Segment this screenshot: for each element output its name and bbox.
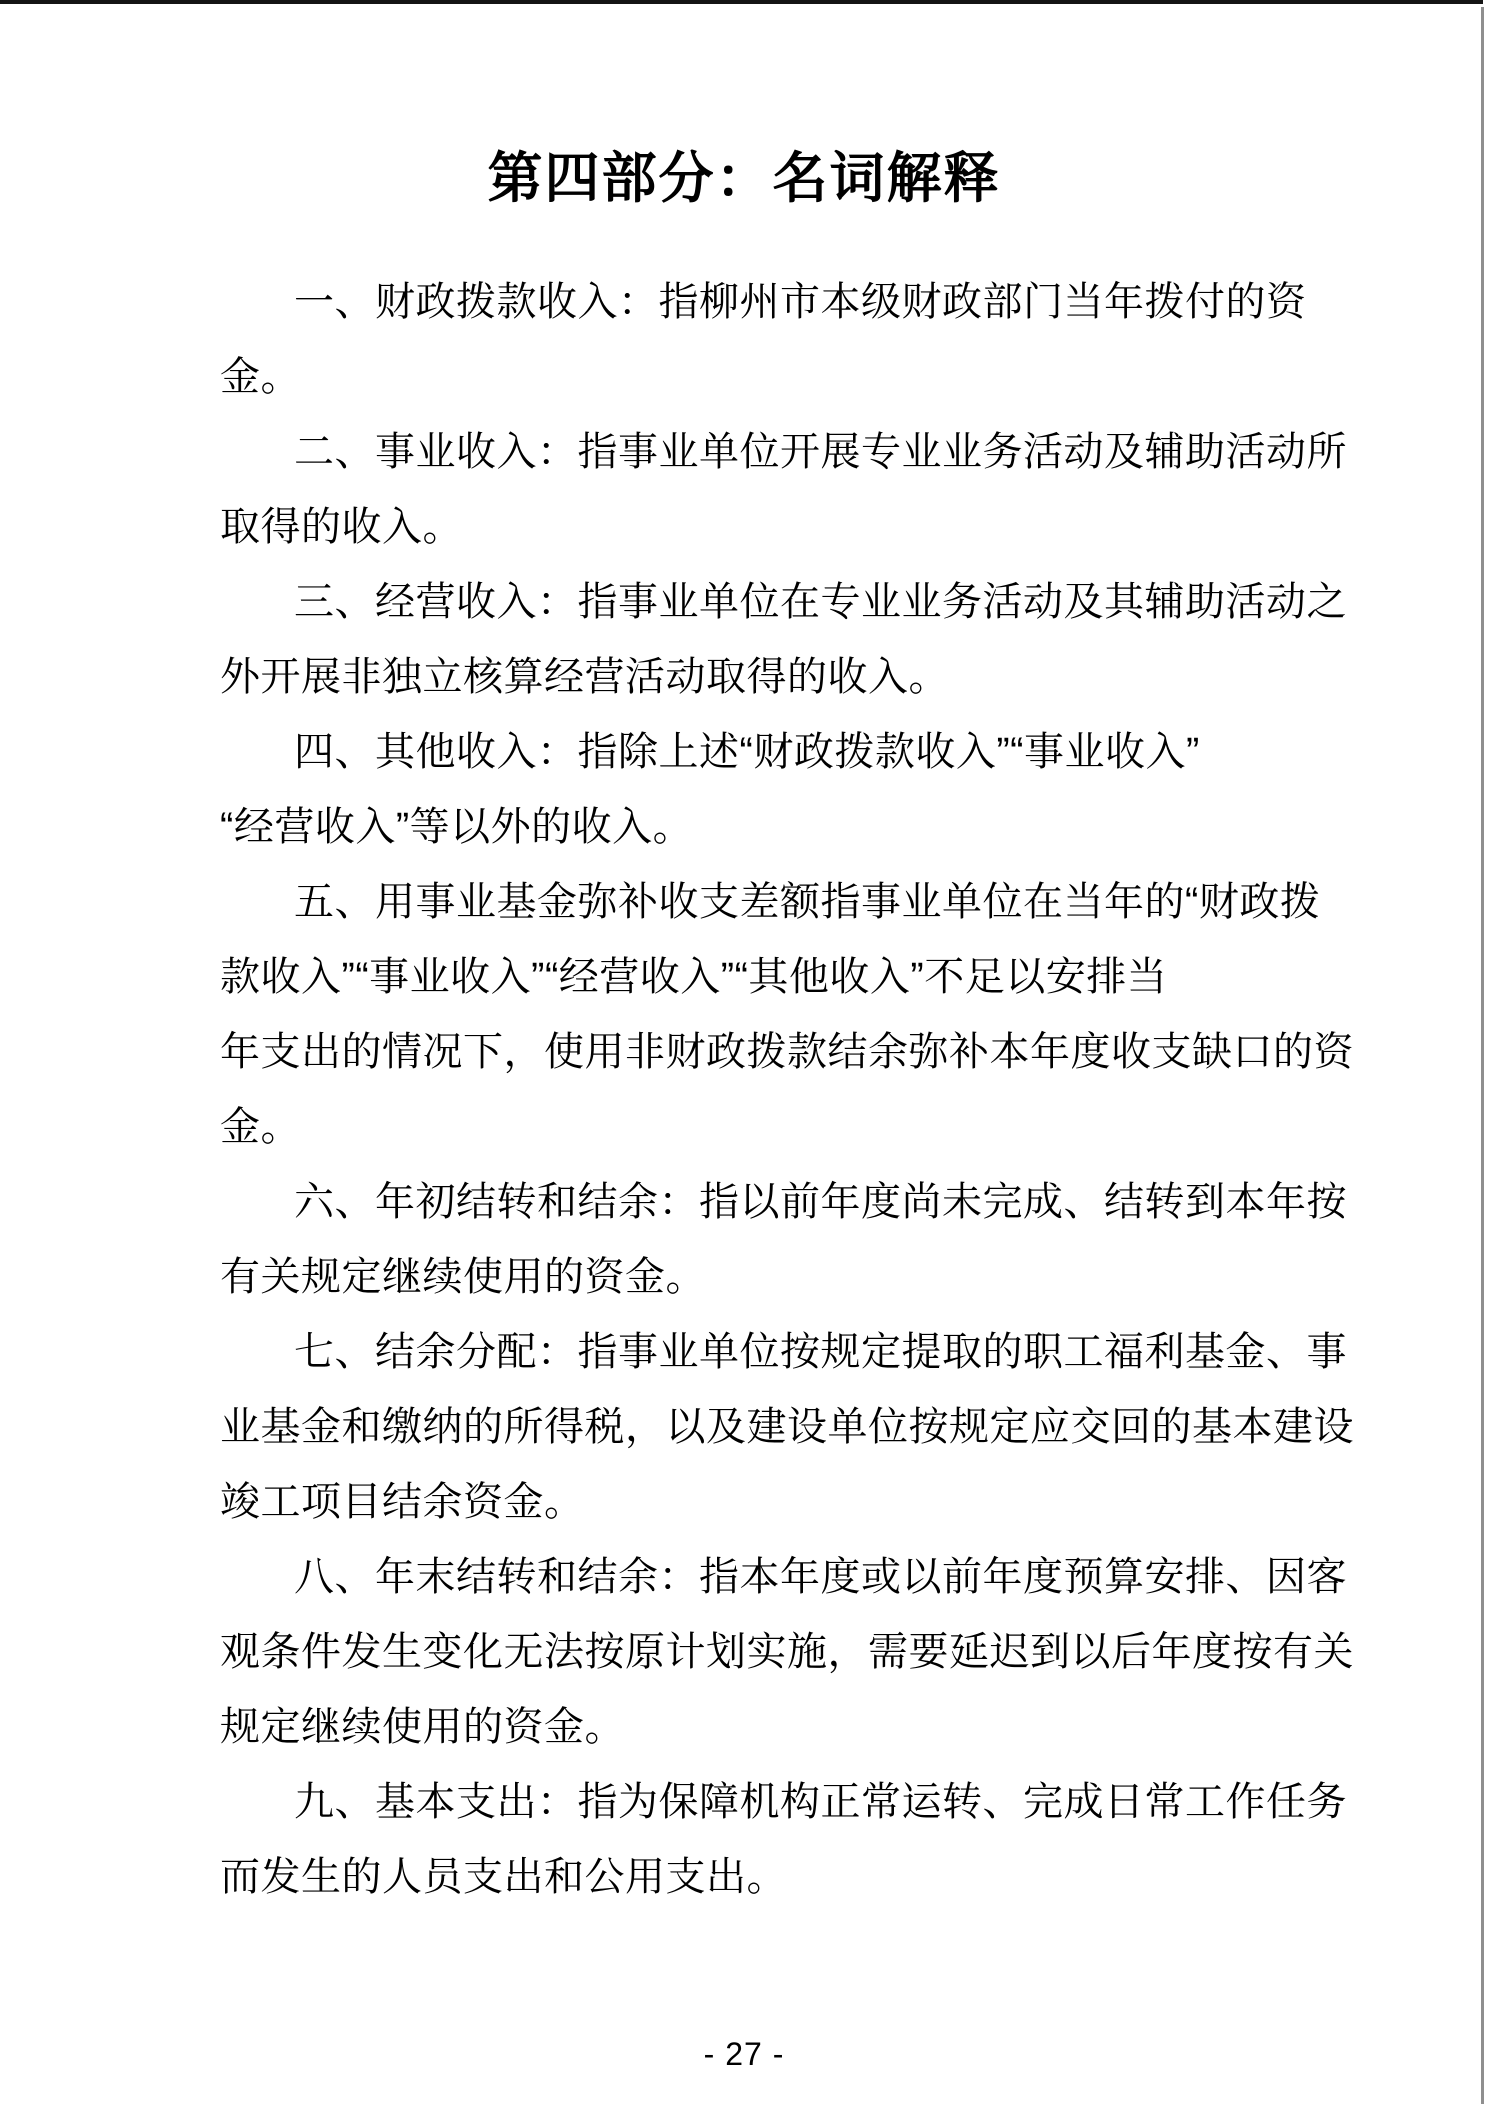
paragraph-definition-5 [220,865,1354,1165]
definition-line: “经营收入”等以外的收入。 [220,805,694,849]
paragraph-definition-1 [220,265,1315,415]
definition-line: 取得的收入。 [220,505,463,549]
definition-line: 外开展非独立核算经营活动取得的收入。 [220,655,949,699]
definition-line: 观条件发生变化无法按原计划实施，需要延迟到以后年度按有关 [220,1630,1354,1674]
definition-line: 六、年初结转和结余：指以前年度尚未完成、结转到本年按 [294,1180,1347,1224]
definition-line: 四、其他收入：指除上述“财政拨款收入”“事业收入” [294,730,1200,774]
paragraph-definition-4 [220,715,1315,865]
definition-line: 三、经营收入：指事业单位在专业业务活动及其辅助活动之 [294,580,1347,624]
page-edge-line [1481,7,1484,2104]
definition-line: 年支出的情况下，使用非财政拨款结余弥补本年度收支缺口的资 [220,1030,1354,1074]
definition-line: 金。 [220,355,301,399]
definition-line: 竣工项目结余资金。 [220,1480,585,1524]
paragraph-definition-3 [220,565,1347,715]
definition-line: 二、事业收入：指事业单位开展专业业务活动及辅助活动所 [294,430,1347,474]
definition-line: 业基金和缴纳的所得税，以及建设单位按规定应交回的基本建设 [220,1405,1354,1449]
paragraph-definition-6 [220,1165,1347,1315]
paragraph-definition-9 [220,1765,1347,1915]
paragraph-definition-8 [220,1540,1354,1765]
document-body [220,265,1354,1915]
definition-line: 金。 [220,1105,301,1149]
definition-line: 五、用事业基金弥补收支差额指事业单位在当年的“财政拨 [294,880,1321,924]
definition-line: 八、年末结转和结余：指本年度或以前年度预算安排、因客 [294,1555,1347,1599]
definition-line: 有关规定继续使用的资金。 [220,1255,706,1299]
page-number: - 27 - [703,2036,785,2072]
definition-line: 七、结余分配：指事业单位按规定提取的职工福利基金、事 [294,1330,1347,1374]
definition-line: 款收入”“事业收入”“经营收入”“其他收入”不足以安排当 [220,955,1168,999]
definition-line: 九、基本支出：指为保障机构正常运转、完成日常工作任务 [294,1780,1347,1824]
definition-line: 规定继续使用的资金。 [220,1705,625,1749]
definition-line: 而发生的人员支出和公用支出。 [220,1855,787,1899]
paragraph-definition-7 [220,1315,1354,1540]
top-edge-bar [0,0,1483,4]
paragraph-definition-2 [220,415,1347,565]
definition-line: 一、财政拨款收入：指柳州市本级财政部门当年拨付的资 [294,280,1307,324]
page-title: 第四部分：名词解释 [487,147,1001,209]
